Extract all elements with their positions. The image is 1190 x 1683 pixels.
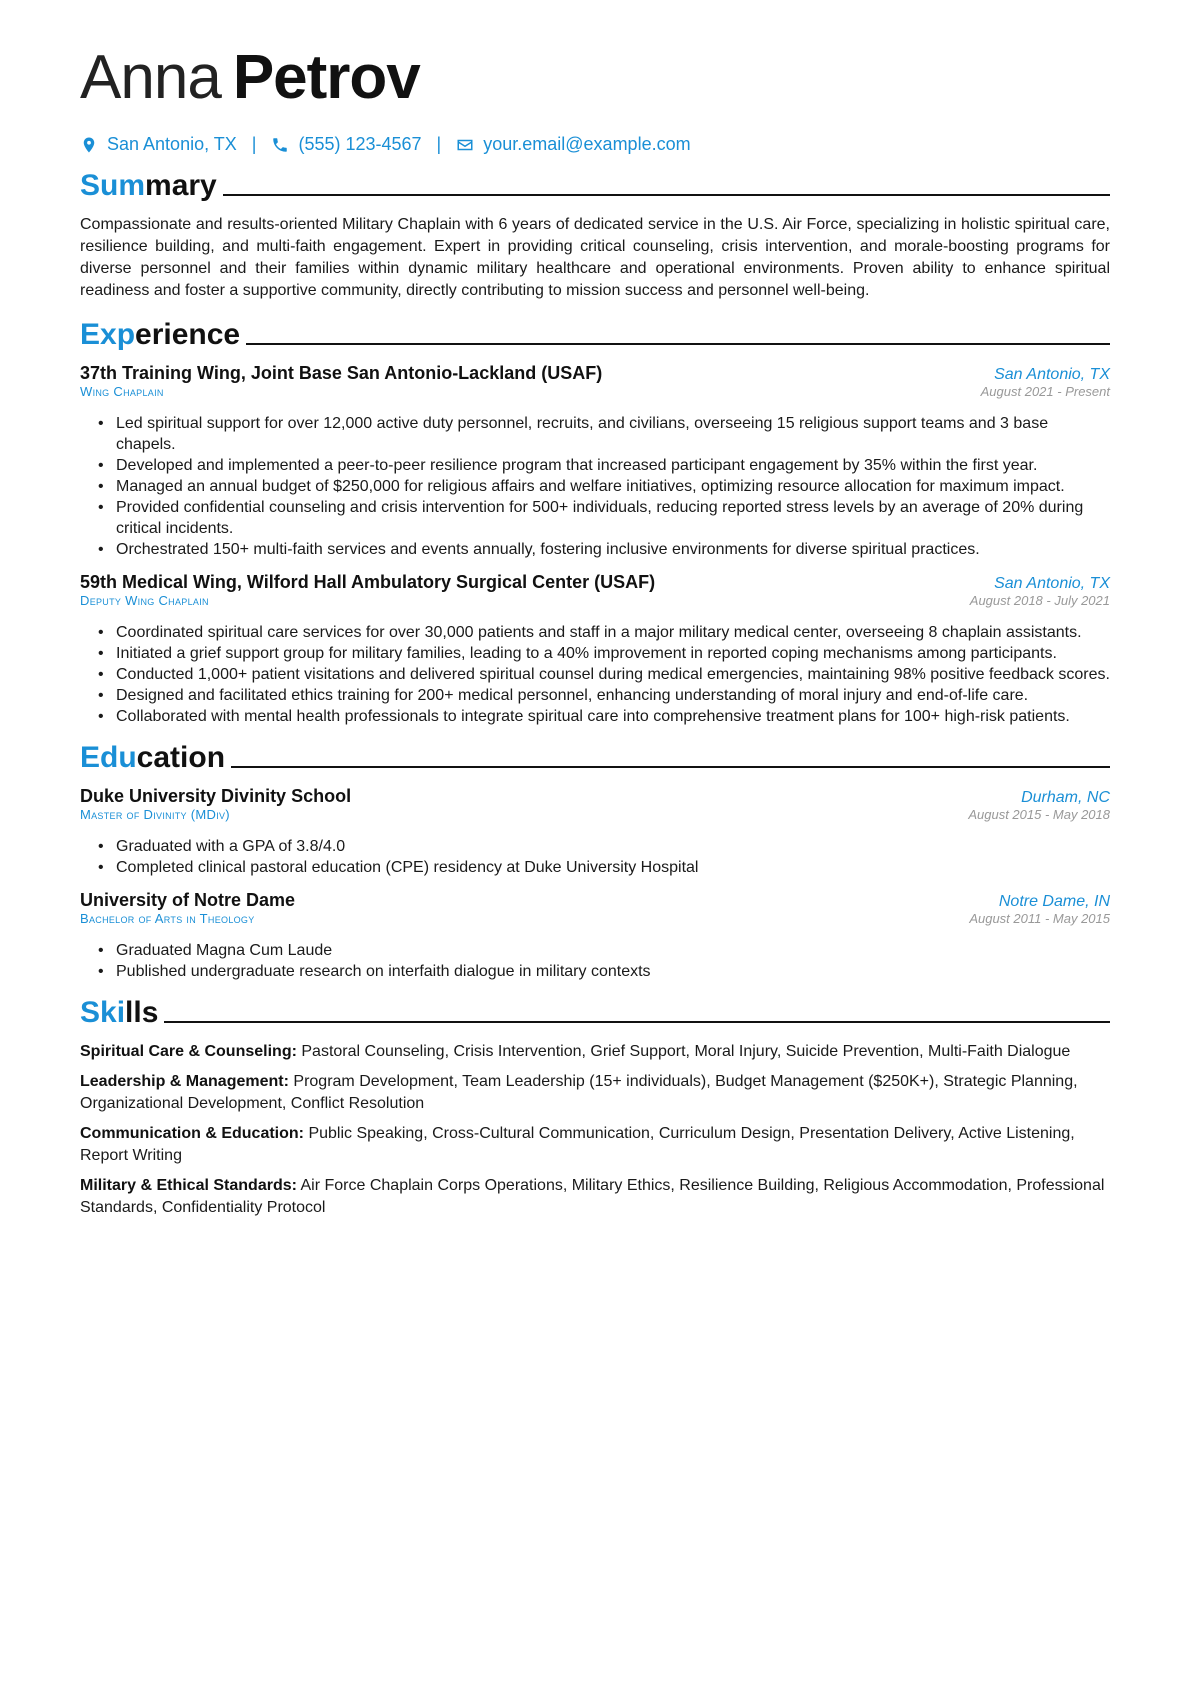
entry-dates: August 2021 - Present — [980, 384, 1110, 400]
list-item: • Provided confidential counseling and crisis intervention for 500+ individuals, reducing reported stress levels by an average of 20% during critical incidents. — [98, 497, 1110, 539]
list-item: • Graduated Magna Cum Laude — [98, 940, 1110, 961]
section-title: Experience — [80, 318, 241, 352]
skill-group — [80, 1175, 1110, 1219]
organization: 37th Training Wing, Joint Base San Antonio-Lackland (USAF) — [80, 363, 603, 384]
experience-heading — [80, 318, 1110, 351]
phone-icon — [271, 136, 289, 154]
section-title: Summary — [80, 169, 217, 203]
skill-values: Public Speaking, Cross-Cultural Communication, Curriculum Design, Presentation Delivery, Active Listening, Report Writing — [80, 1125, 1075, 1165]
education-entry — [80, 890, 1110, 982]
skill-category: Spiritual Care & Counseling: — [80, 1043, 297, 1061]
list-item: • Coordinated spiritual care services for over 30,000 patients and staff in a major military medical center, overseeing 8 chaplain assistants. — [98, 622, 1110, 643]
institution: University of Notre Dame — [80, 890, 296, 911]
skills-heading — [80, 996, 1110, 1029]
list-item: • Designed and facilitated ethics training for 200+ medical personnel, enhancing understanding of moral injury and end-of-life care. — [98, 685, 1110, 706]
contact-bar — [80, 134, 1110, 155]
institution: Duke University Divinity School — [80, 786, 352, 807]
skill-values: Program Development, Team Leadership (15+ individuals), Budget Management ($250K+), Strategic Planning, Organizational Development, Conflict Resolution — [80, 1073, 1078, 1113]
section-rule — [223, 194, 1110, 196]
experience-entry — [80, 363, 1110, 560]
section-title: Skills — [80, 996, 159, 1030]
list-item: • Completed clinical pastoral education (CPE) residency at Duke University Hospital — [98, 857, 1110, 878]
list-item: • Led spiritual support for over 12,000 active duty personnel, recruits, and civilians, overseeing 15 religious support teams and 3 base chapels. — [98, 413, 1110, 455]
skill-values: Air Force Chaplain Corps Operations, Military Ethics, Resilience Building, Religious Accommodation, Professional Standards, Confidentiality Protocol — [80, 1177, 1105, 1217]
map-pin-icon — [80, 136, 98, 154]
entry-location: Durham, NC — [1021, 789, 1110, 807]
first-name: Anna — [80, 43, 221, 112]
entry-dates: August 2018 - July 2021 — [969, 593, 1110, 609]
location-text: San Antonio, TX — [107, 134, 237, 155]
job-title: Wing Chaplain — [80, 384, 164, 400]
organization: 59th Medical Wing, Wilford Hall Ambulatory Surgical Center (USAF) — [80, 572, 656, 593]
list-item: • Managed an annual budget of $250,000 for religious affairs and welfare initiatives, optimizing resource allocation for maximum impact. — [98, 476, 1110, 497]
skills-list — [80, 1041, 1110, 1219]
entry-location: Notre Dame, IN — [998, 893, 1110, 911]
contact-separator: | — [251, 134, 257, 155]
list-item: • Collaborated with mental health professionals to integrate spiritual care into comprehensive treatment plans for 100+ high-risk patients. — [98, 706, 1110, 727]
phone-text: (555) 123-4567 — [298, 134, 422, 155]
section-rule — [246, 343, 1110, 345]
email-text: your.email@example.com — [483, 134, 691, 155]
education-entry — [80, 786, 1110, 878]
skill-group — [80, 1071, 1110, 1115]
bullet-list — [80, 413, 1110, 560]
contact-location — [80, 134, 237, 155]
skill-category: Communication & Education: — [80, 1125, 304, 1143]
job-title: Deputy Wing Chaplain — [80, 593, 209, 609]
skill-values: Pastoral Counseling, Crisis Intervention, Grief Support, Moral Injury, Suicide Prevention, Multi-Faith Dialogue — [301, 1043, 1071, 1061]
list-item: • Conducted 1,000+ patient visitations and delivered spiritual counsel during medical emergencies, maintaining 98% positive feedback scores. — [98, 664, 1110, 685]
bullet-list — [80, 836, 1110, 878]
envelope-icon — [456, 136, 474, 154]
list-item: • Developed and implemented a peer-to-peer resilience program that increased participant engagement by 35% within the first year. — [98, 455, 1110, 476]
summary-text: Compassionate and results-oriented Military Chaplain with 6 years of dedicated service in the U.S. Air Force, specializing in holistic spiritual care, resilience building, and multi-faith engagement. Expert in providing critical counseling, crisis intervention, and morale-boosting programs for diverse personnel and their families within dynamic military healthcare and operational environments. Proven ability to enhance spiritual readiness and foster a supportive community, directly contributing to mission success and personnel well-being. — [80, 216, 1110, 300]
entry-dates: August 2015 - May 2018 — [968, 807, 1110, 823]
list-item: • Initiated a grief support group for military families, leading to a 40% improvement in reported coping mechanisms among participants. — [98, 643, 1110, 664]
bullet-list — [80, 622, 1110, 727]
skill-category: Leadership & Management: — [80, 1073, 289, 1091]
experience-entry — [80, 572, 1110, 727]
skill-category: Military & Ethical Standards: — [80, 1177, 297, 1195]
list-item: • Published undergraduate research on interfaith dialogue in military contexts — [98, 961, 1110, 982]
education-heading — [80, 741, 1110, 774]
contact-email[interactable] — [456, 134, 690, 155]
degree: Bachelor of Arts in Theology — [80, 911, 255, 927]
section-title: Education — [80, 741, 226, 775]
contact-phone[interactable] — [271, 134, 421, 155]
list-item: • Graduated with a GPA of 3.8/4.0 — [98, 836, 1110, 857]
entry-location: San Antonio, TX — [994, 366, 1110, 384]
skill-group — [80, 1123, 1110, 1167]
summary-heading — [80, 169, 1110, 202]
entry-location: San Antonio, TX — [994, 575, 1110, 593]
last-name: Petrov — [232, 43, 420, 112]
candidate-name — [80, 44, 1110, 112]
degree: Master of Divinity (MDiv) — [80, 807, 230, 823]
list-item: • Orchestrated 150+ multi-faith services and events annually, fostering inclusive environments for diverse spiritual practices. — [98, 539, 1110, 560]
entry-dates: August 2011 - May 2015 — [969, 911, 1110, 927]
contact-separator: | — [436, 134, 442, 155]
section-rule — [231, 766, 1110, 768]
section-rule — [164, 1021, 1110, 1023]
skill-group — [80, 1041, 1110, 1063]
bullet-list — [80, 940, 1110, 982]
